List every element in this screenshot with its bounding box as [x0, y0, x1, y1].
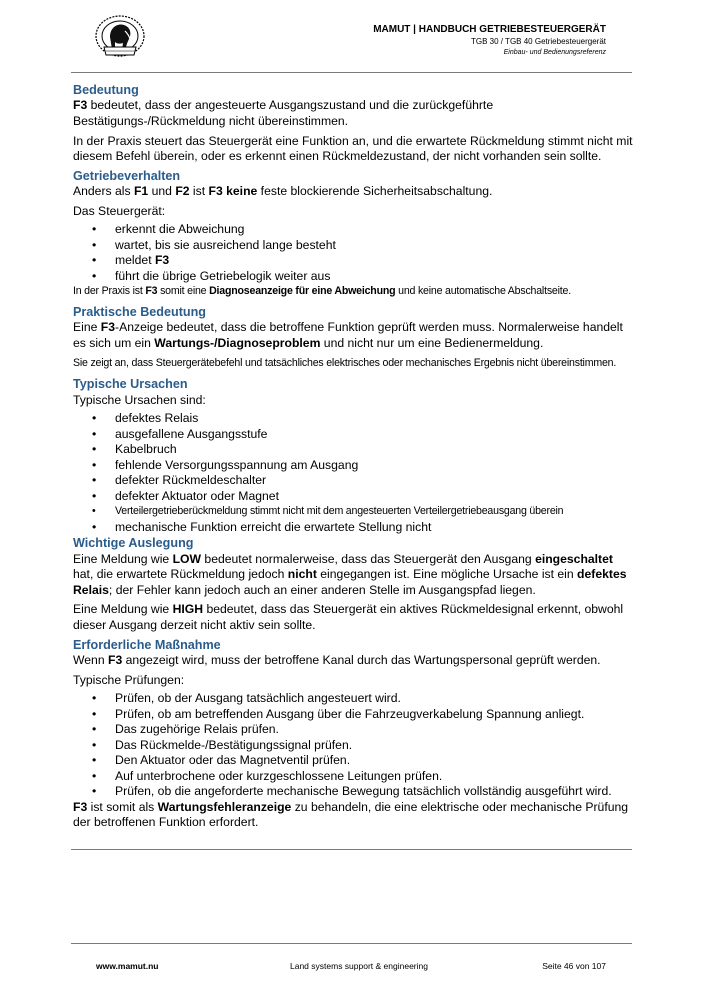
list-item: • mechanische Funktion erreicht die erwartete Stellung nicht — [115, 520, 633, 536]
paragraph: F3 bedeutet, dass der angesteuerte Ausgangszustand und die zurückgeführte Bestätigungs-/Rückmeldung nicht übereinstimmen. — [73, 98, 494, 128]
paragraph: Das Steuergerät: — [73, 203, 166, 218]
list-item: • erkennt die Abweichung — [115, 222, 633, 238]
bullet-list — [73, 691, 633, 800]
main-content — [73, 83, 633, 835]
footer-page-number: Seite 46 von 107 — [542, 961, 606, 971]
section-heading-wichtige-auslegung: Wichtige Auslegung — [73, 536, 194, 551]
header-subtitle-2: Einbau- und Bedienungsreferenz — [503, 49, 606, 56]
paragraph: Eine F3-Anzeige bedeutet, dass die betroffene Funktion geprüft werden muss. Normalerweise handelt es sich um ein Wartungs-/Diagnoseproblem und nicht nur um eine Bedienermeldung. — [73, 320, 623, 350]
list-item: • Das zugehörige Relais prüfen. — [115, 722, 633, 738]
list-item: • Verteilergetrieberückmeldung stimmt nicht mit dem angesteuerten Verteilergetriebeausgang überein — [115, 504, 633, 520]
paragraph: In der Praxis ist F3 somit eine Diagnoseanzeige für eine Abweichung und keine automatische Abschaltseite. — [73, 285, 571, 298]
paragraph: Anders als F1 und F2 ist F3 keine feste blockierende Sicherheitsabschaltung. — [73, 184, 493, 199]
list-item: • führt die übrige Getriebelogik weiter aus — [115, 269, 633, 285]
section-heading-erforderliche-massnahme: Erforderliche Maßnahme — [73, 637, 221, 652]
header-rule — [71, 72, 632, 73]
section-heading-getriebeverhalten: Getriebeverhalten — [73, 168, 181, 183]
list-item: • Prüfen, ob am betreffenden Ausgang über die Fahrzeugverkabelung Spannung anliegt. — [115, 707, 633, 723]
list-item: • Prüfen, ob der Ausgang tatsächlich angesteuert wird. — [115, 691, 633, 707]
paragraph: Eine Meldung wie LOW bedeutet normalerweise, dass das Steuergerät den Ausgang eingeschaltet hat, die erwartete Rückmeldung jedoch nicht eingegangen ist. Eine mögliche Ursache ist ein defektes Relais; der Fehler kann jedoch auch an einer anderen Stelle im Ausgangspfad liegen. — [73, 551, 627, 597]
paragraph: Eine Meldung wie HIGH bedeutet, dass das Steuergerät ein aktives Rückmeldesignal erkennt, obwohl dieser Ausgang derzeit nicht aktiv sein sollte. — [73, 602, 624, 632]
bullet-list — [73, 411, 633, 535]
content-end-rule — [71, 849, 632, 850]
paragraph: Typische Prüfungen: — [73, 672, 185, 687]
list-item: • Auf unterbrochene oder kurzgeschlossene Leitungen prüfen. — [115, 769, 633, 785]
section-heading-typische-ursachen: Typische Ursachen — [73, 377, 188, 392]
list-item: • ausgefallene Ausgangsstufe — [115, 427, 633, 443]
list-item: • Den Aktuator oder das Magnetventil prüfen. — [115, 753, 633, 769]
list-item: • defekter Aktuator oder Magnet — [115, 489, 633, 505]
list-item: • meldet F3 — [115, 253, 633, 269]
list-item: • wartet, bis sie ausreichend lange besteht — [115, 238, 633, 254]
paragraph: Sie zeigt an, dass Steuergerätebefehl und tatsächliches elektrisches oder mechanisches Ergebnis nicht übereinstimmen. — [73, 356, 617, 369]
paragraph: F3 ist somit als Wartungsfehleranzeige zu behandeln, die eine elektrische oder mechanische Prüfung der betroffenen Funktion erfordert. — [73, 799, 629, 830]
footer-website-link[interactable]: www.mamut.nu — [96, 961, 159, 971]
header-title: MAMUT | HANDBUCH GETRIEBESTEUERGERÄT — [373, 24, 606, 35]
list-item: • Kabelbruch — [115, 442, 633, 458]
footer-center-text: Land systems support & engineering — [290, 961, 428, 971]
mamut-seal-logo-icon — [92, 13, 148, 61]
section-heading-bedeutung: Bedeutung — [73, 83, 139, 97]
list-item: • Das Rückmelde-/Bestätigungssignal prüfen. — [115, 738, 633, 754]
document-header — [373, 24, 606, 58]
header-subtitle: TGB 30 / TGB 40 Getriebesteuergerät — [470, 37, 606, 46]
list-item: • defekter Rückmeldeschalter — [115, 473, 633, 489]
paragraph: In der Praxis steuert das Steuergerät eine Funktion an, und die erwartete Rückmeldung stimmt nicht mit diesem Befehl überein, oder es erkennt einen Rückmeldezustand, der nicht vorhanden sein sollte. — [73, 133, 633, 164]
paragraph: Wenn F3 angezeigt wird, muss der betroffene Kanal durch das Wartungspersonal geprüft werden. — [73, 652, 601, 667]
list-item: • fehlende Versorgungsspannung am Ausgang — [115, 458, 633, 474]
list-item: • Prüfen, ob die angeforderte mechanische Bewegung tatsächlich vollständig ausgeführt wird. — [115, 784, 633, 800]
paragraph: Typische Ursachen sind: — [73, 392, 206, 407]
footer-rule — [71, 943, 632, 944]
list-item: • defektes Relais — [115, 411, 633, 427]
section-heading-praktische-bedeutung: Praktische Bedeutung — [73, 304, 206, 319]
bullet-list — [73, 222, 633, 284]
